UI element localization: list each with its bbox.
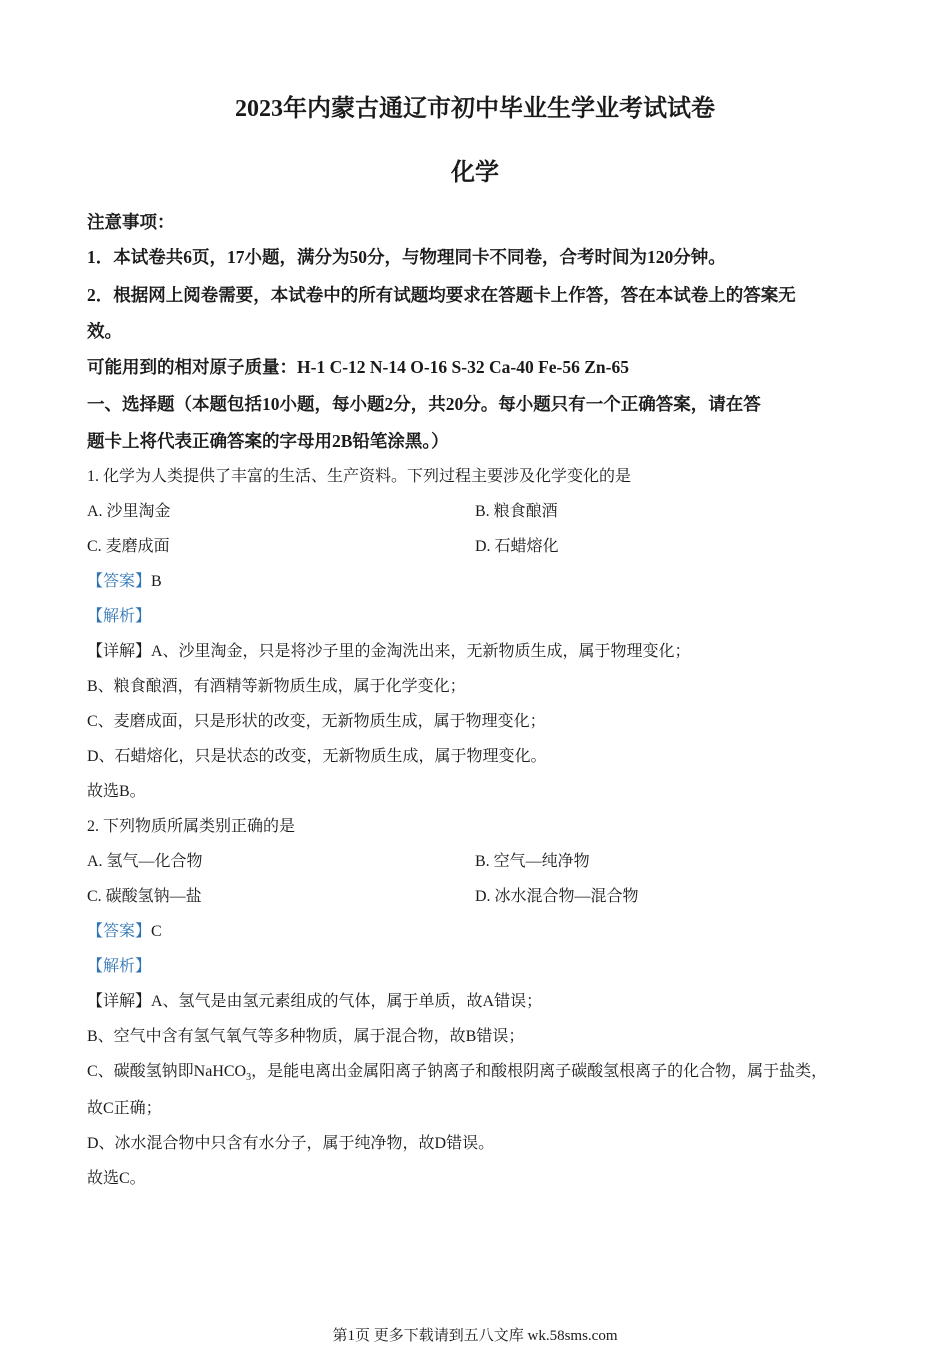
notice-item-2-cont: 效。: [87, 321, 122, 341]
q1-option-c: C. 麦磨成面: [87, 538, 170, 555]
q2-option-b: B. 空气—纯净物: [475, 853, 590, 870]
subscript: 3: [246, 1072, 252, 1084]
q1-option-d: D. 石蜡熔化: [475, 538, 559, 555]
q2-option-c: C. 碳酸氢钠—盐: [87, 888, 202, 905]
q2-option-d: D. 冰水混合物—混合物: [475, 888, 639, 905]
answer-value: C: [151, 923, 162, 940]
page-footer: 第1页 更多下载请到五八文库 wk.58sms.com: [332, 1328, 618, 1344]
notice-item-1: 1．本试卷共6页，17小题，满分为50分，与物理同卡不同卷，合考时间为120分钟。: [87, 247, 726, 267]
q1-conclusion: 故选B。: [87, 783, 146, 800]
q2-detail-1: 【详解】A、氢气是由氢元素组成的气体，属于单质，故A错误；: [87, 993, 543, 1010]
notice-heading: 注意事项：: [87, 212, 175, 232]
q1-answer: [87, 571, 867, 593]
q1-option-b: B. 粮食酿酒: [475, 503, 558, 520]
q2-detail-4: D、冰水混合物中只含有水分子，属于纯净物，故D错误。: [87, 1135, 495, 1152]
answer-label: 【答案】: [87, 573, 152, 590]
q1-detail-1: 【详解】A、沙里淘金，只是将沙子里的金淘洗出来，无新物质生成，属于物理变化；: [87, 643, 691, 660]
detail-text: C、碳酸氢钠即NaHCO: [87, 1063, 247, 1080]
q2-answer: [87, 921, 867, 943]
q1-detail-3: C、麦磨成面，只是形状的改变，无新物质生成，属于物理变化；: [87, 713, 546, 730]
q1-option-a: A. 沙里淘金: [87, 503, 171, 520]
q2-analysis-label: 【解析】: [87, 958, 152, 975]
q1-detail-2: B、粮食酿酒，有酒精等新物质生成，属于化学变化；: [87, 678, 466, 695]
q2-detail-3: [87, 1061, 867, 1089]
q1-detail-4: D、石蜡熔化，只是状态的改变，无新物质生成，属于物理变化。: [87, 748, 547, 765]
detail-text-cont: ，是能电离出金属阳离子钠离子和酸根阴离子碳酸氢根离子的化合物，属于盐类，: [251, 1063, 828, 1080]
q2-detail-3-cont: 故C正确；: [87, 1100, 162, 1117]
section-heading-cont: 题卡上将代表正确答案的字母用2B铅笔涂黑。）: [87, 431, 449, 451]
section-heading: 一、选择题（本题包括10小题，每小题2分，共20分。每小题只有一个正确答案，请在答: [87, 394, 761, 414]
answer-value: B: [151, 573, 162, 590]
notice-item-2: 2．根据网上阅卷需要，本试卷中的所有试题均要求在答题卡上作答，答在本试卷上的答案无: [87, 285, 796, 305]
q2-conclusion: 故选C。: [87, 1170, 146, 1187]
atomic-mass-note: 可能用到的相对原子质量：H-1 C-12 N-14 O-16 S-32 Ca-40 Fe-56 Zn-65: [87, 357, 629, 377]
question-2-stem: 2. 下列物质所属类别正确的是: [87, 818, 296, 835]
question-1-stem: 1. 化学为人类提供了丰富的生活、生产资料。下列过程主要涉及化学变化的是: [87, 468, 632, 485]
answer-label: 【答案】: [87, 923, 152, 940]
q2-option-a: A. 氢气—化合物: [87, 853, 203, 870]
q1-analysis-label: 【解析】: [87, 608, 152, 625]
subject-title: 化学: [451, 160, 499, 186]
exam-title: 2023年内蒙古通辽市初中毕业生学业考试试卷: [235, 96, 715, 122]
q2-detail-2: B、空气中含有氢气氧气等多种物质，属于混合物，故B错误；: [87, 1028, 525, 1045]
